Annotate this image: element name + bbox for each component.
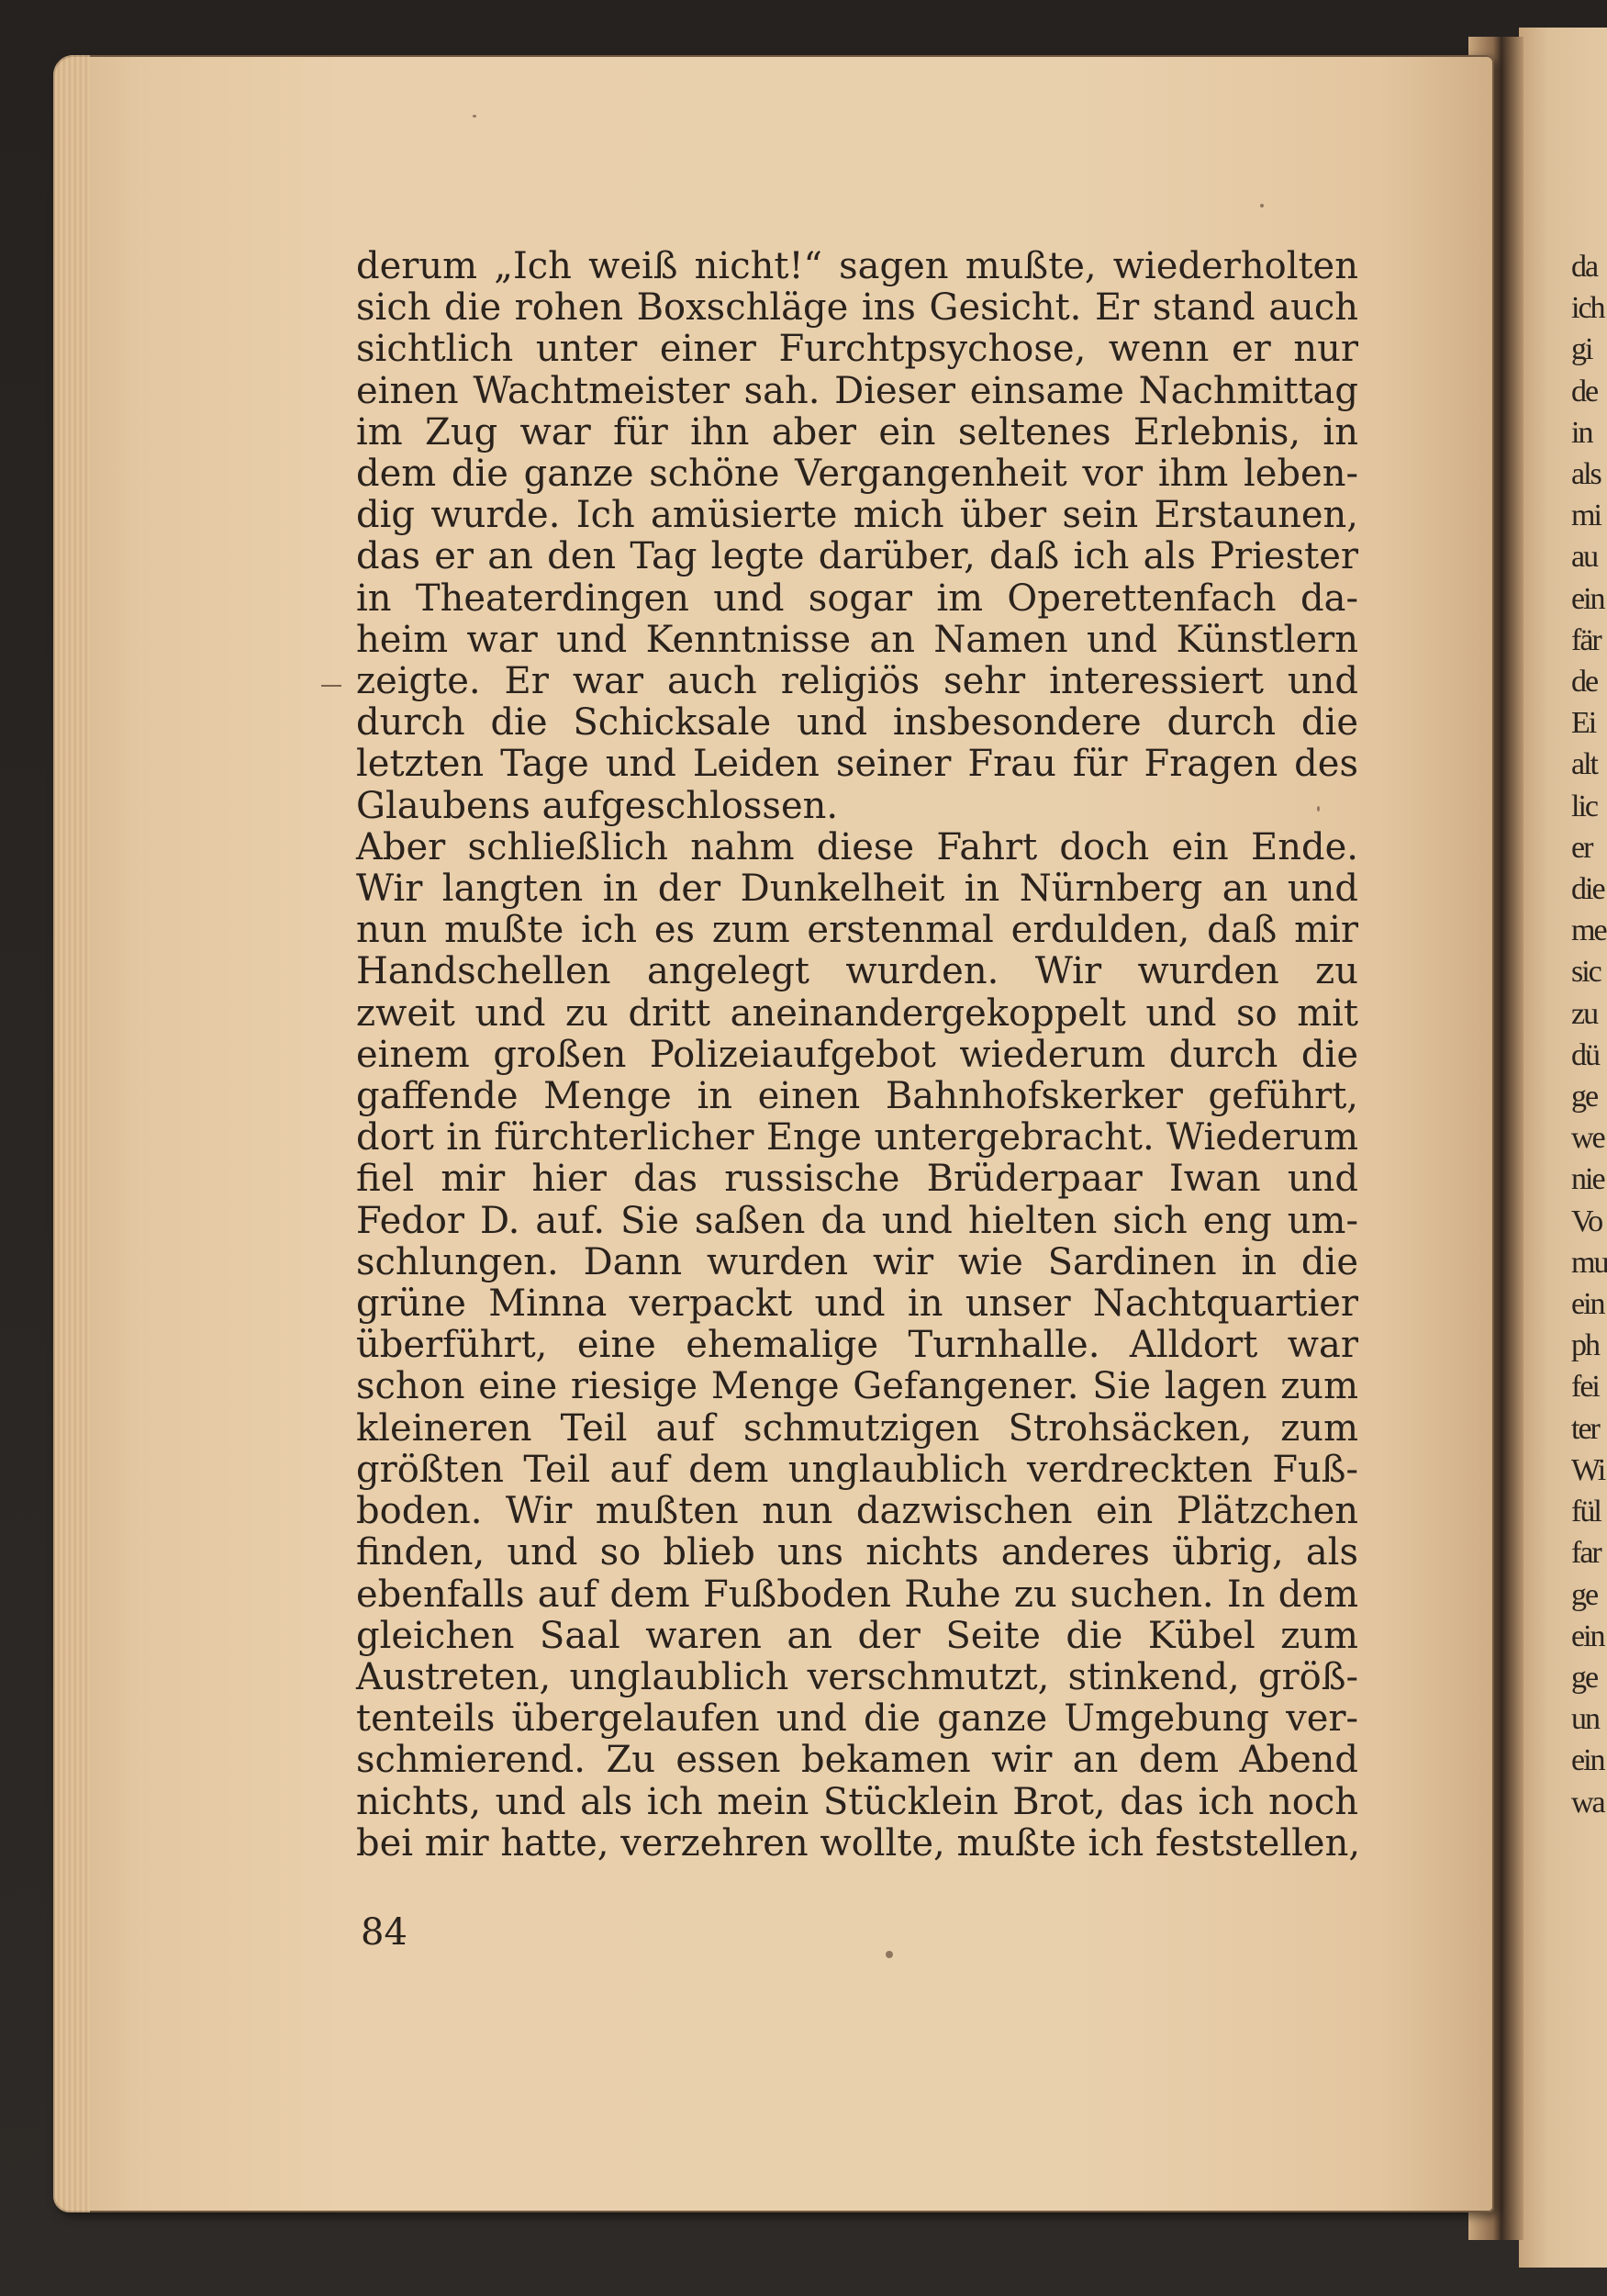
facing-fragment: un — [1571, 1702, 1599, 1737]
facing-fragment: als — [1571, 457, 1601, 492]
facing-fragment: sic — [1571, 955, 1601, 990]
text-line: gaffende Menge in einen Bahnhofskerker geführt, — [356, 1075, 1358, 1118]
text-line: schlungen. Dann wurden wir wie Sardinen in die — [356, 1240, 1358, 1283]
facing-page-text — [1571, 246, 1607, 1823]
facing-fragment: alt — [1571, 747, 1597, 782]
text-line: Glaubens aufgeschlossen. — [356, 784, 839, 827]
text-line: letzten Tage und Leiden seiner Frau für Fragen des — [356, 743, 1358, 786]
page-edge — [53, 55, 90, 2212]
text-line: zeigte. Er war auch religiös sehr interessiert und — [356, 660, 1358, 703]
text-line: dem die ganze schöne Vergangenheit vor ihm leben- — [356, 453, 1358, 496]
text-line: Handschellen angelegt wurden. Wir wurden zu — [356, 950, 1358, 993]
facing-fragment: ein — [1571, 1618, 1604, 1653]
paper-speck — [1260, 204, 1264, 207]
facing-fragment: ge — [1571, 1660, 1598, 1695]
facing-fragment: mi — [1571, 498, 1601, 533]
facing-fragment: Wi — [1571, 1452, 1605, 1487]
text-line: das er an den Tag legte darüber, daß ich als Priester — [356, 535, 1358, 578]
paper-speck — [886, 1951, 893, 1958]
facing-fragment: Ei — [1571, 706, 1596, 741]
text-line: überführt, eine ehemalige Turnhalle. Alldort war — [356, 1324, 1358, 1367]
facing-fragment: lic — [1571, 789, 1597, 823]
facing-fragment: da — [1571, 250, 1598, 284]
facing-fragment: gi — [1571, 332, 1592, 367]
text-line: größten Teil auf dem unglaublich verdreckten Fuß- — [356, 1448, 1358, 1491]
facing-fragment: ein — [1571, 1743, 1604, 1778]
facing-fragment: ph — [1571, 1328, 1599, 1363]
text-line: Austreten, unglaublich verschmutzt, stinkend, größ- — [356, 1655, 1358, 1698]
facing-fragment: wa — [1571, 1785, 1604, 1820]
facing-fragment: Vo — [1571, 1204, 1602, 1238]
facing-fragment: de — [1571, 665, 1598, 700]
facing-fragment: er — [1571, 830, 1592, 865]
text-line: grüne Minna verpackt und in unser Nachtquartier — [356, 1282, 1358, 1326]
text-line: zweit und zu dritt aneinandergekoppelt und so mit — [356, 991, 1358, 1035]
facing-fragment: fül — [1571, 1495, 1601, 1529]
facing-fragment: ein — [1571, 1287, 1604, 1322]
text-line: dort in fürchterlicher Enge untergebracht. Wiederum — [356, 1116, 1358, 1159]
paper-speck — [473, 115, 476, 118]
text-line: Fedor D. auf. Sie saßen da und hielten sich eng um- — [356, 1199, 1358, 1242]
text-line: heim war und Kenntnisse an Namen und Künstlern — [356, 618, 1358, 661]
facing-fragment: fei — [1571, 1370, 1599, 1405]
text-line: sichtlich unter einer Furchtpsychose, wenn er nur — [356, 328, 1358, 371]
facing-fragment: au — [1571, 540, 1598, 575]
text-line: einem großen Polizeiaufgebot wiederum durch die — [356, 1033, 1358, 1076]
facing-fragment: ich — [1571, 291, 1604, 326]
text-line: nichts, und als ich mein Stücklein Brot, das ich noch — [356, 1780, 1358, 1823]
text-line: ebenfalls auf dem Fußboden Ruhe zu suchen. In dem — [356, 1573, 1358, 1616]
facing-fragment: ge — [1571, 1577, 1598, 1612]
text-line: dig wurde. Ich amüsierte mich über sein Erstaunen, — [356, 494, 1358, 537]
text-line: sich die rohen Boxschläge ins Gesicht. Er stand auch — [356, 286, 1358, 330]
facing-fragment: we — [1571, 1121, 1604, 1156]
facing-fragment: me — [1571, 913, 1606, 948]
text-line: bei mir hatte, verzehren wollte, mußte ich feststellen, — [356, 1821, 1361, 1865]
page-number: 84 — [361, 1911, 407, 1954]
text-line: schon eine riesige Menge Gefangener. Sie lagen zum — [356, 1365, 1358, 1408]
text-line: im Zug war für ihn aber ein seltenes Erlebnis, in — [356, 410, 1358, 454]
facing-fragment: zu — [1571, 996, 1598, 1031]
facing-fragment: nie — [1571, 1162, 1604, 1197]
facing-fragment: ein — [1571, 581, 1604, 616]
text-line: fiel mir hier das russische Brüderpaar Iwan und — [356, 1158, 1358, 1201]
text-line: boden. Wir mußten nun dazwischen ein Plätzchen — [356, 1490, 1358, 1533]
text-line: kleineren Teil auf schmutzigen Strohsäcken, zum — [356, 1406, 1358, 1450]
text-line: durch die Schicksale und insbesondere durch die — [356, 701, 1358, 745]
margin-mark — [321, 685, 341, 687]
facing-fragment: dü — [1571, 1037, 1599, 1072]
facing-fragment: de — [1571, 374, 1598, 409]
text-line: Aber schließlich nahm diese Fahrt doch ein Ende. — [356, 825, 1358, 868]
facing-fragment: fär — [1571, 622, 1601, 657]
text-line: tenteils übergelaufen und die ganze Umgebung ver- — [356, 1697, 1358, 1741]
facing-fragment: ge — [1571, 1080, 1598, 1114]
text-line: gleichen Saal waren an der Seite die Kübel zum — [356, 1614, 1358, 1657]
facing-fragment: mu — [1571, 1245, 1607, 1280]
text-line: nun mußte ich es zum erstenmal erdulden, daß mir — [356, 909, 1358, 952]
text-line: einen Wachtmeister sah. Dieser einsame Nachmittag — [356, 369, 1358, 412]
body-text — [356, 245, 1361, 1865]
facing-fragment: far — [1571, 1536, 1601, 1571]
text-line: Wir langten in der Dunkelheit in Nürnberg an und — [356, 868, 1358, 911]
text-line: derum „Ich weiß nicht!“ sagen mußte, wiederholten — [356, 245, 1358, 287]
text-line: in Theaterdingen und sogar im Operettenfach da- — [356, 577, 1358, 620]
text-line: schmierend. Zu essen bekamen wir an dem Abend — [356, 1739, 1358, 1782]
facing-fragment: ter — [1571, 1411, 1599, 1446]
text-line: finden, und so blieb uns nichts anderes übrig, als — [356, 1531, 1358, 1574]
facing-fragment: in — [1571, 415, 1592, 450]
facing-fragment: die — [1571, 872, 1604, 907]
